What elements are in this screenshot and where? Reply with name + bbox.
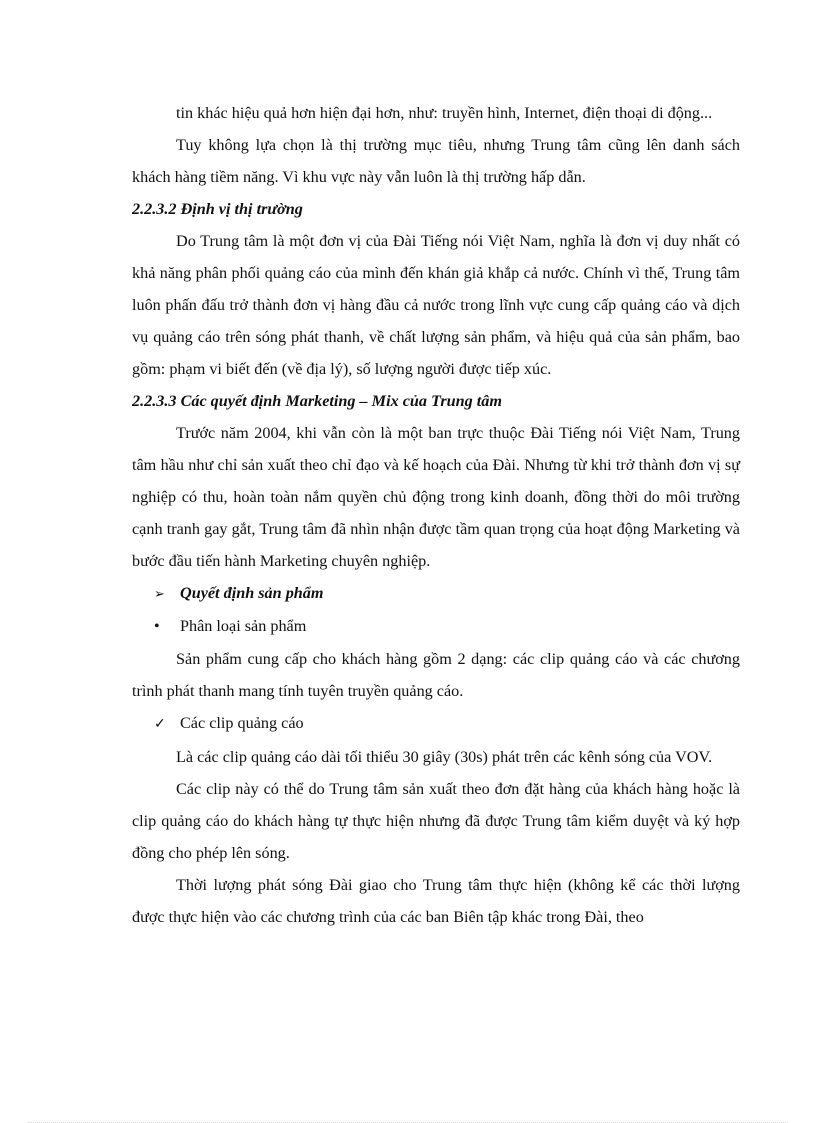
paragraph-continuation: tin khác hiệu quả hơn hiện đại hơn, như: truyền hình, Internet, điện thoại di động... <box>176 104 713 122</box>
bullet-product-decision-label: Quyết định sản phẩm <box>180 584 324 602</box>
dot-bullet-icon: • <box>154 618 160 635</box>
section-heading-positioning: 2.2.3.2 Định vị thị trường <box>132 200 303 218</box>
paragraph-clip-definition: Là các clip quảng cáo dài tối thiểu 30 giây (30s) phát trên các kênh sóng của VOV. <box>176 748 713 766</box>
check-bullet-icon: ✓ <box>154 717 166 732</box>
paragraph-target-market: Tuy không lựa chọn là thị trường mục tiêu, nhưng Trung tâm cũng lên danh sách khách hàng tiềm năng. Vì khu vực này vẫn luôn là thị trường hấp dẫn. <box>132 136 740 186</box>
bullet-product-classification <box>132 610 740 643</box>
paragraph-marketing-history: Trước năm 2004, khi vẫn còn là một ban trực thuộc Đài Tiếng nói Việt Nam, Trung tâm hầu như chỉ sản xuất theo chỉ đạo và kế hoạch của Đài. Nhưng từ khi trở thành đơn vị sự nghiệp có thu, hoàn toàn nắm quyền chủ động trong kinh doanh, đồng thời do môi trường cạnh tranh gay gắt, Trung tâm đã nhìn nhận được tầm quan trọng của hoạt động Marketing và bước đầu tiến hành Marketing chuyên nghiệp. <box>132 424 740 570</box>
bullet-ad-clips-label: Các clip quảng cáo <box>180 714 304 732</box>
paragraph-product-types: Sản phẩm cung cấp cho khách hàng gồm 2 dạng: các clip quảng cáo và các chương trình phát thanh mang tính tuyên truyền quảng cáo. <box>132 650 740 700</box>
document-page <box>132 97 740 933</box>
arrow-bullet-icon: ➢ <box>154 586 165 601</box>
bullet-ad-clips <box>132 707 740 741</box>
section-heading-marketing-mix: 2.2.3.3 Các quyết định Marketing – Mix của Trung tâm <box>132 392 502 410</box>
paragraph-positioning: Do Trung tâm là một đơn vị của Đài Tiếng nói Việt Nam, nghĩa là đơn vị duy nhất có khả năng phân phối quảng cáo của mình đến khán giả khắp cả nước. Chính vì thế, Trung tâm luôn phấn đấu trở thành đơn vị hàng đầu cả nước trong lĩnh vực cung cấp quảng cáo và dịch vụ quảng cáo trên sóng phát thanh, về chất lượng sản phẩm, và hiệu quả của sản phẩm, bao gồm: phạm vi biết đến (về địa lý), số lượng người được tiếp xúc. <box>132 232 740 378</box>
bullet-product-classification-label: Phân loại sản phẩm <box>180 617 307 635</box>
paragraph-broadcast-time: Thời lượng phát sóng Đài giao cho Trung tâm thực hiện (không kể các thời lượng được thực hiện vào các chương trình của các ban Biên tập khác trong Đài, theo <box>132 876 740 926</box>
paragraph-clip-production: Các clip này có thể do Trung tâm sản xuất theo đơn đặt hàng của khách hàng hoặc là clip quảng cáo do khách hàng tự thực hiện nhưng đã được Trung tâm kiểm duyệt và ký hợp đồng cho phép lên sóng. <box>132 780 740 862</box>
bullet-product-decision <box>132 577 740 610</box>
